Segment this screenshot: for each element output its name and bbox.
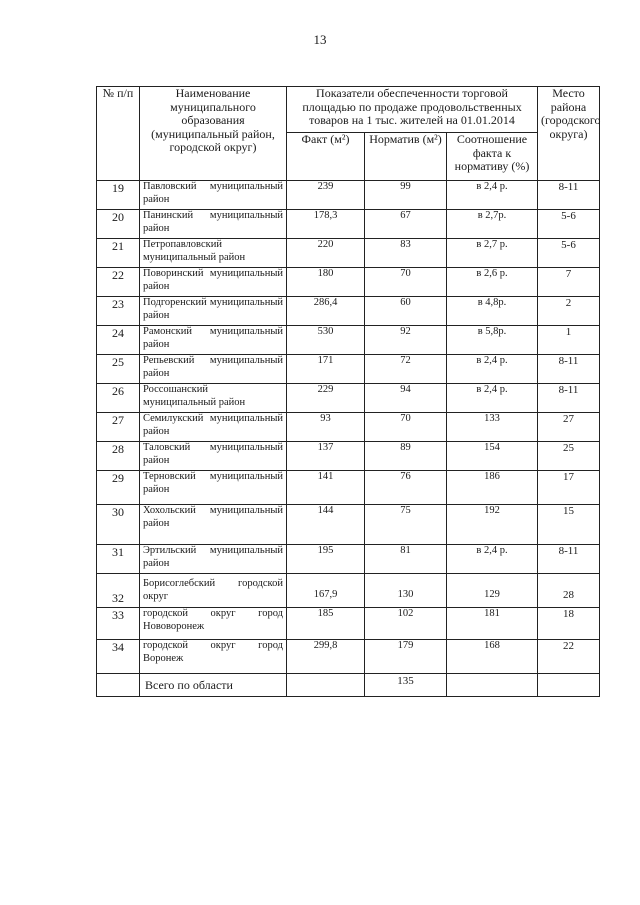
row-place: 8-11 — [538, 355, 600, 384]
table-row — [97, 326, 600, 355]
row-fact: 185 — [287, 608, 365, 640]
total-ratio-cell — [447, 674, 538, 697]
row-number: 30 — [97, 505, 140, 545]
total-place-cell — [538, 674, 600, 697]
table-row — [97, 471, 600, 505]
row-municipality: Эртильский муниципальный район — [140, 545, 287, 574]
row-ratio: 181 — [447, 608, 538, 640]
total-fact-cell — [287, 674, 365, 697]
row-ratio: в 2,4 р. — [447, 545, 538, 574]
row-number: 34 — [97, 640, 140, 674]
row-norm: 83 — [365, 239, 447, 268]
total-row — [97, 674, 600, 697]
row-place: 17 — [538, 471, 600, 505]
row-norm: 94 — [365, 384, 447, 413]
row-number: 28 — [97, 442, 140, 471]
table-body — [97, 181, 600, 674]
row-norm: 76 — [365, 471, 447, 505]
row-place: 5-6 — [538, 210, 600, 239]
row-municipality: Репьевский муниципальный район — [140, 355, 287, 384]
row-place: 2 — [538, 297, 600, 326]
total-norm: 135 — [365, 674, 447, 697]
row-norm: 67 — [365, 210, 447, 239]
row-municipality: Терновский муниципальный район — [140, 471, 287, 505]
row-municipality: Россошанский муниципальный район — [140, 384, 287, 413]
row-number: 24 — [97, 326, 140, 355]
row-ratio: в 2,4 р. — [447, 384, 538, 413]
row-municipality: Павловский муниципальный район — [140, 181, 287, 210]
row-place: 8-11 — [538, 545, 600, 574]
row-fact: 171 — [287, 355, 365, 384]
row-fact: 195 — [287, 545, 365, 574]
row-ratio: 192 — [447, 505, 538, 545]
row-place: 8-11 — [538, 384, 600, 413]
row-fact: 286,4 — [287, 297, 365, 326]
row-place: 28 — [538, 574, 600, 608]
header-municipality: Наименование муниципального образования (муниципальный район, городской округ) — [140, 87, 287, 181]
row-fact: 229 — [287, 384, 365, 413]
row-ratio: в 2,7 р. — [447, 239, 538, 268]
row-number: 31 — [97, 545, 140, 574]
row-place: 25 — [538, 442, 600, 471]
row-fact: 167,9 — [287, 574, 365, 608]
row-norm: 179 — [365, 640, 447, 674]
row-place: 22 — [538, 640, 600, 674]
row-municipality: Подгоренский муниципальный район — [140, 297, 287, 326]
row-municipality: городской округ город Воронеж — [140, 640, 287, 674]
row-number: 20 — [97, 210, 140, 239]
row-fact: 178,3 — [287, 210, 365, 239]
row-number: 23 — [97, 297, 140, 326]
row-place: 27 — [538, 413, 600, 442]
row-norm: 70 — [365, 413, 447, 442]
header-number: № п/п — [97, 87, 140, 181]
row-fact: 530 — [287, 326, 365, 355]
row-municipality: городской округ город Нововоронеж — [140, 608, 287, 640]
row-number: 33 — [97, 608, 140, 640]
row-municipality: Панинский муниципальный район — [140, 210, 287, 239]
row-number: 27 — [97, 413, 140, 442]
row-ratio: 129 — [447, 574, 538, 608]
row-ratio: в 4,8р. — [447, 297, 538, 326]
row-norm: 75 — [365, 505, 447, 545]
row-fact: 220 — [287, 239, 365, 268]
row-norm: 130 — [365, 574, 447, 608]
retail-space-table — [96, 86, 600, 697]
row-municipality: Семилукский муниципальный район — [140, 413, 287, 442]
row-ratio: 168 — [447, 640, 538, 674]
row-number: 21 — [97, 239, 140, 268]
row-place: 1 — [538, 326, 600, 355]
total-num-cell — [97, 674, 140, 697]
row-ratio: 186 — [447, 471, 538, 505]
row-municipality: Борисоглебский городской округ — [140, 574, 287, 608]
row-fact: 93 — [287, 413, 365, 442]
row-municipality: Таловский муниципальный район — [140, 442, 287, 471]
page-number: 13 — [313, 32, 327, 47]
row-fact: 239 — [287, 181, 365, 210]
row-municipality: Рамонский муниципальный район — [140, 326, 287, 355]
row-number: 29 — [97, 471, 140, 505]
table-row — [97, 239, 600, 268]
table-row — [97, 545, 600, 574]
row-ratio: 154 — [447, 442, 538, 471]
row-number: 32 — [97, 574, 140, 608]
row-number: 26 — [97, 384, 140, 413]
table-row — [97, 640, 600, 674]
row-place: 7 — [538, 268, 600, 297]
header-ratio: Соотношение факта к нормативу (%) — [447, 133, 538, 181]
table-row — [97, 505, 600, 545]
total-label: Всего по области — [140, 674, 287, 697]
row-municipality: Поворинский муниципальный район — [140, 268, 287, 297]
header-norm: Норматив (м²) — [365, 133, 447, 181]
row-ratio: 133 — [447, 413, 538, 442]
row-ratio: в 2,7р. — [447, 210, 538, 239]
row-fact: 180 — [287, 268, 365, 297]
row-norm: 60 — [365, 297, 447, 326]
table-row — [97, 355, 600, 384]
row-place: 15 — [538, 505, 600, 545]
row-place: 18 — [538, 608, 600, 640]
table-row — [97, 297, 600, 326]
row-norm: 81 — [365, 545, 447, 574]
row-fact: 137 — [287, 442, 365, 471]
row-number: 22 — [97, 268, 140, 297]
row-municipality: Петропавловский муниципальный район — [140, 239, 287, 268]
row-ratio: в 5,8р. — [447, 326, 538, 355]
table-row — [97, 574, 600, 608]
row-norm: 70 — [365, 268, 447, 297]
row-norm: 99 — [365, 181, 447, 210]
row-municipality: Хохольский муниципальный район — [140, 505, 287, 545]
header-fact: Факт (м²) — [287, 133, 365, 181]
header-place: Место района (городского округа) — [538, 87, 600, 181]
table-row — [97, 181, 600, 210]
header-indicators: Показатели обеспеченности торговой площадью по продаже продовольственных товаров на 1 тыс. жителей на 01.01.2014 — [287, 87, 538, 133]
row-number: 19 — [97, 181, 140, 210]
table-row — [97, 210, 600, 239]
table-row — [97, 268, 600, 297]
table-row — [97, 413, 600, 442]
row-norm: 89 — [365, 442, 447, 471]
row-ratio: в 2,6 р. — [447, 268, 538, 297]
row-norm: 102 — [365, 608, 447, 640]
row-fact: 141 — [287, 471, 365, 505]
row-place: 8-11 — [538, 181, 600, 210]
row-place: 5-6 — [538, 239, 600, 268]
row-ratio: в 2,4 р. — [447, 355, 538, 384]
table-row — [97, 608, 600, 640]
table-row — [97, 442, 600, 471]
row-number: 25 — [97, 355, 140, 384]
table-row — [97, 384, 600, 413]
row-norm: 72 — [365, 355, 447, 384]
row-fact: 299,8 — [287, 640, 365, 674]
row-ratio: в 2,4 р. — [447, 181, 538, 210]
row-fact: 144 — [287, 505, 365, 545]
row-norm: 92 — [365, 326, 447, 355]
